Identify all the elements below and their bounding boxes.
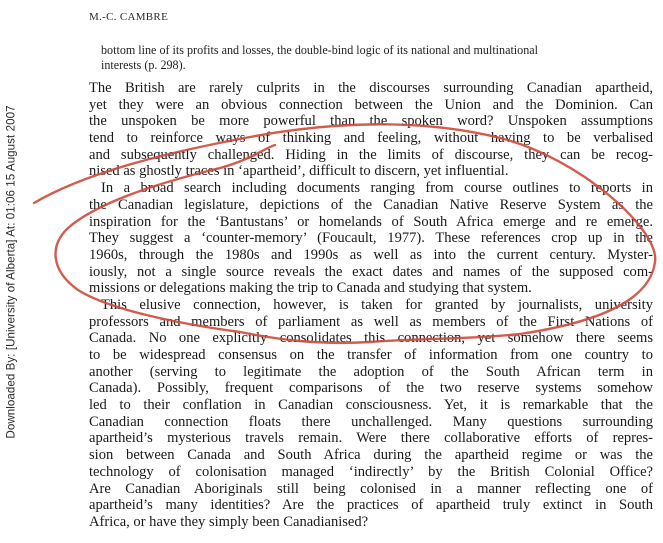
text-line: iously, not a single source reveals the exact dates and names of the supposed com- [89, 263, 653, 280]
text-line: the unspoken be more powerful than the spoken word? Unspoken assumptions [89, 113, 653, 130]
text-line: Are Canadian Aboriginals still being colonised in a manner reflecting one of [89, 480, 653, 497]
text-line: 1960s, through the 1980s and 1990s as well as into the current century. Myster- [89, 246, 653, 263]
text-line: sion between Canada and South Africa during the apartheid regime or was the [89, 447, 653, 464]
text-line: to be widespread consensus on the transfer of information from one country to [89, 347, 653, 363]
text-line: nised as ghostly traces in ‘apartheid’, difficult to discern, yet influential. [89, 163, 509, 180]
text-line: They suggest a ‘counter-memory’ (Foucault, 1977). These references crop up in the [89, 230, 653, 247]
text-line: yet they were an obvious connection between the Union and the Dominion. Can [89, 96, 653, 113]
text-line: apartheid’s many identities? Are the practices of apartheid truly extinct in South [89, 497, 653, 514]
text-line: tend to reinforce ways of thinking and feeling, without having to be verbalised [89, 130, 653, 147]
text-line: Canada. No one explicitly consolidates this connection, yet somehow there seems [89, 330, 653, 347]
text-line: This elusive connection, however, is taken for granted by journalists, university [101, 296, 653, 313]
paragraph-elusive-connection [89, 297, 653, 531]
paragraph-british-culprits [89, 80, 653, 180]
text-line: Canada). Possibly, frequent comparisons of the two reserve systems somehow [89, 380, 653, 397]
block-quote-line: interests (p. 298). [101, 58, 186, 72]
text-line: Canadian connection floats there unchallenged. Many questions surrounding [89, 413, 653, 430]
text-line: apartheid’s mysterious travels remain. Were there collaborative efforts of repres- [89, 430, 653, 447]
text-line: another (serving to legitimate the adoption of the South African term in [89, 363, 653, 380]
text-line: inspiration for the ‘Bantustans’ or homelands of South Africa emerge and re emerge. [89, 213, 653, 230]
text-line: In a broad search including documents ranging from course outlines to reports in [101, 180, 653, 197]
text-line: The British are rarely culprits in the discourses surrounding Canadian apartheid, [89, 80, 653, 96]
text-line: technology of colonisation managed ‘indirectly’ by the British Colonial Office? [89, 463, 653, 480]
text-line: missions or delegations making the trip to Canada and studying that system. [89, 280, 532, 297]
text-line: professors and members of parliament as well as members of the First Nations of [89, 313, 653, 330]
block-quote [101, 43, 621, 73]
running-head-author: M.-C. CAMBRE [89, 11, 169, 23]
block-quote-line: bottom line of its profits and losses, the double-bind logic of its national and multinational [101, 43, 538, 57]
download-watermark [1, 0, 21, 543]
body-text [89, 80, 653, 531]
text-line: and subsequently challenged. Hiding in the limits of discourse, they can be recog- [89, 146, 653, 163]
paragraph-broad-search [89, 180, 653, 297]
watermark-text: Downloaded By: [University of Alberta] At: 01:06 15 August 2007 [4, 105, 18, 439]
text-line: Africa, or have they simply been Canadianised? [89, 513, 369, 530]
text-line: the Canadian legislature, depictions of the Canadian Native Reserve System as the [89, 196, 653, 213]
text-line: led to their conflation in Canadian consciousness. Yet, it is remarkable that the [89, 397, 653, 414]
